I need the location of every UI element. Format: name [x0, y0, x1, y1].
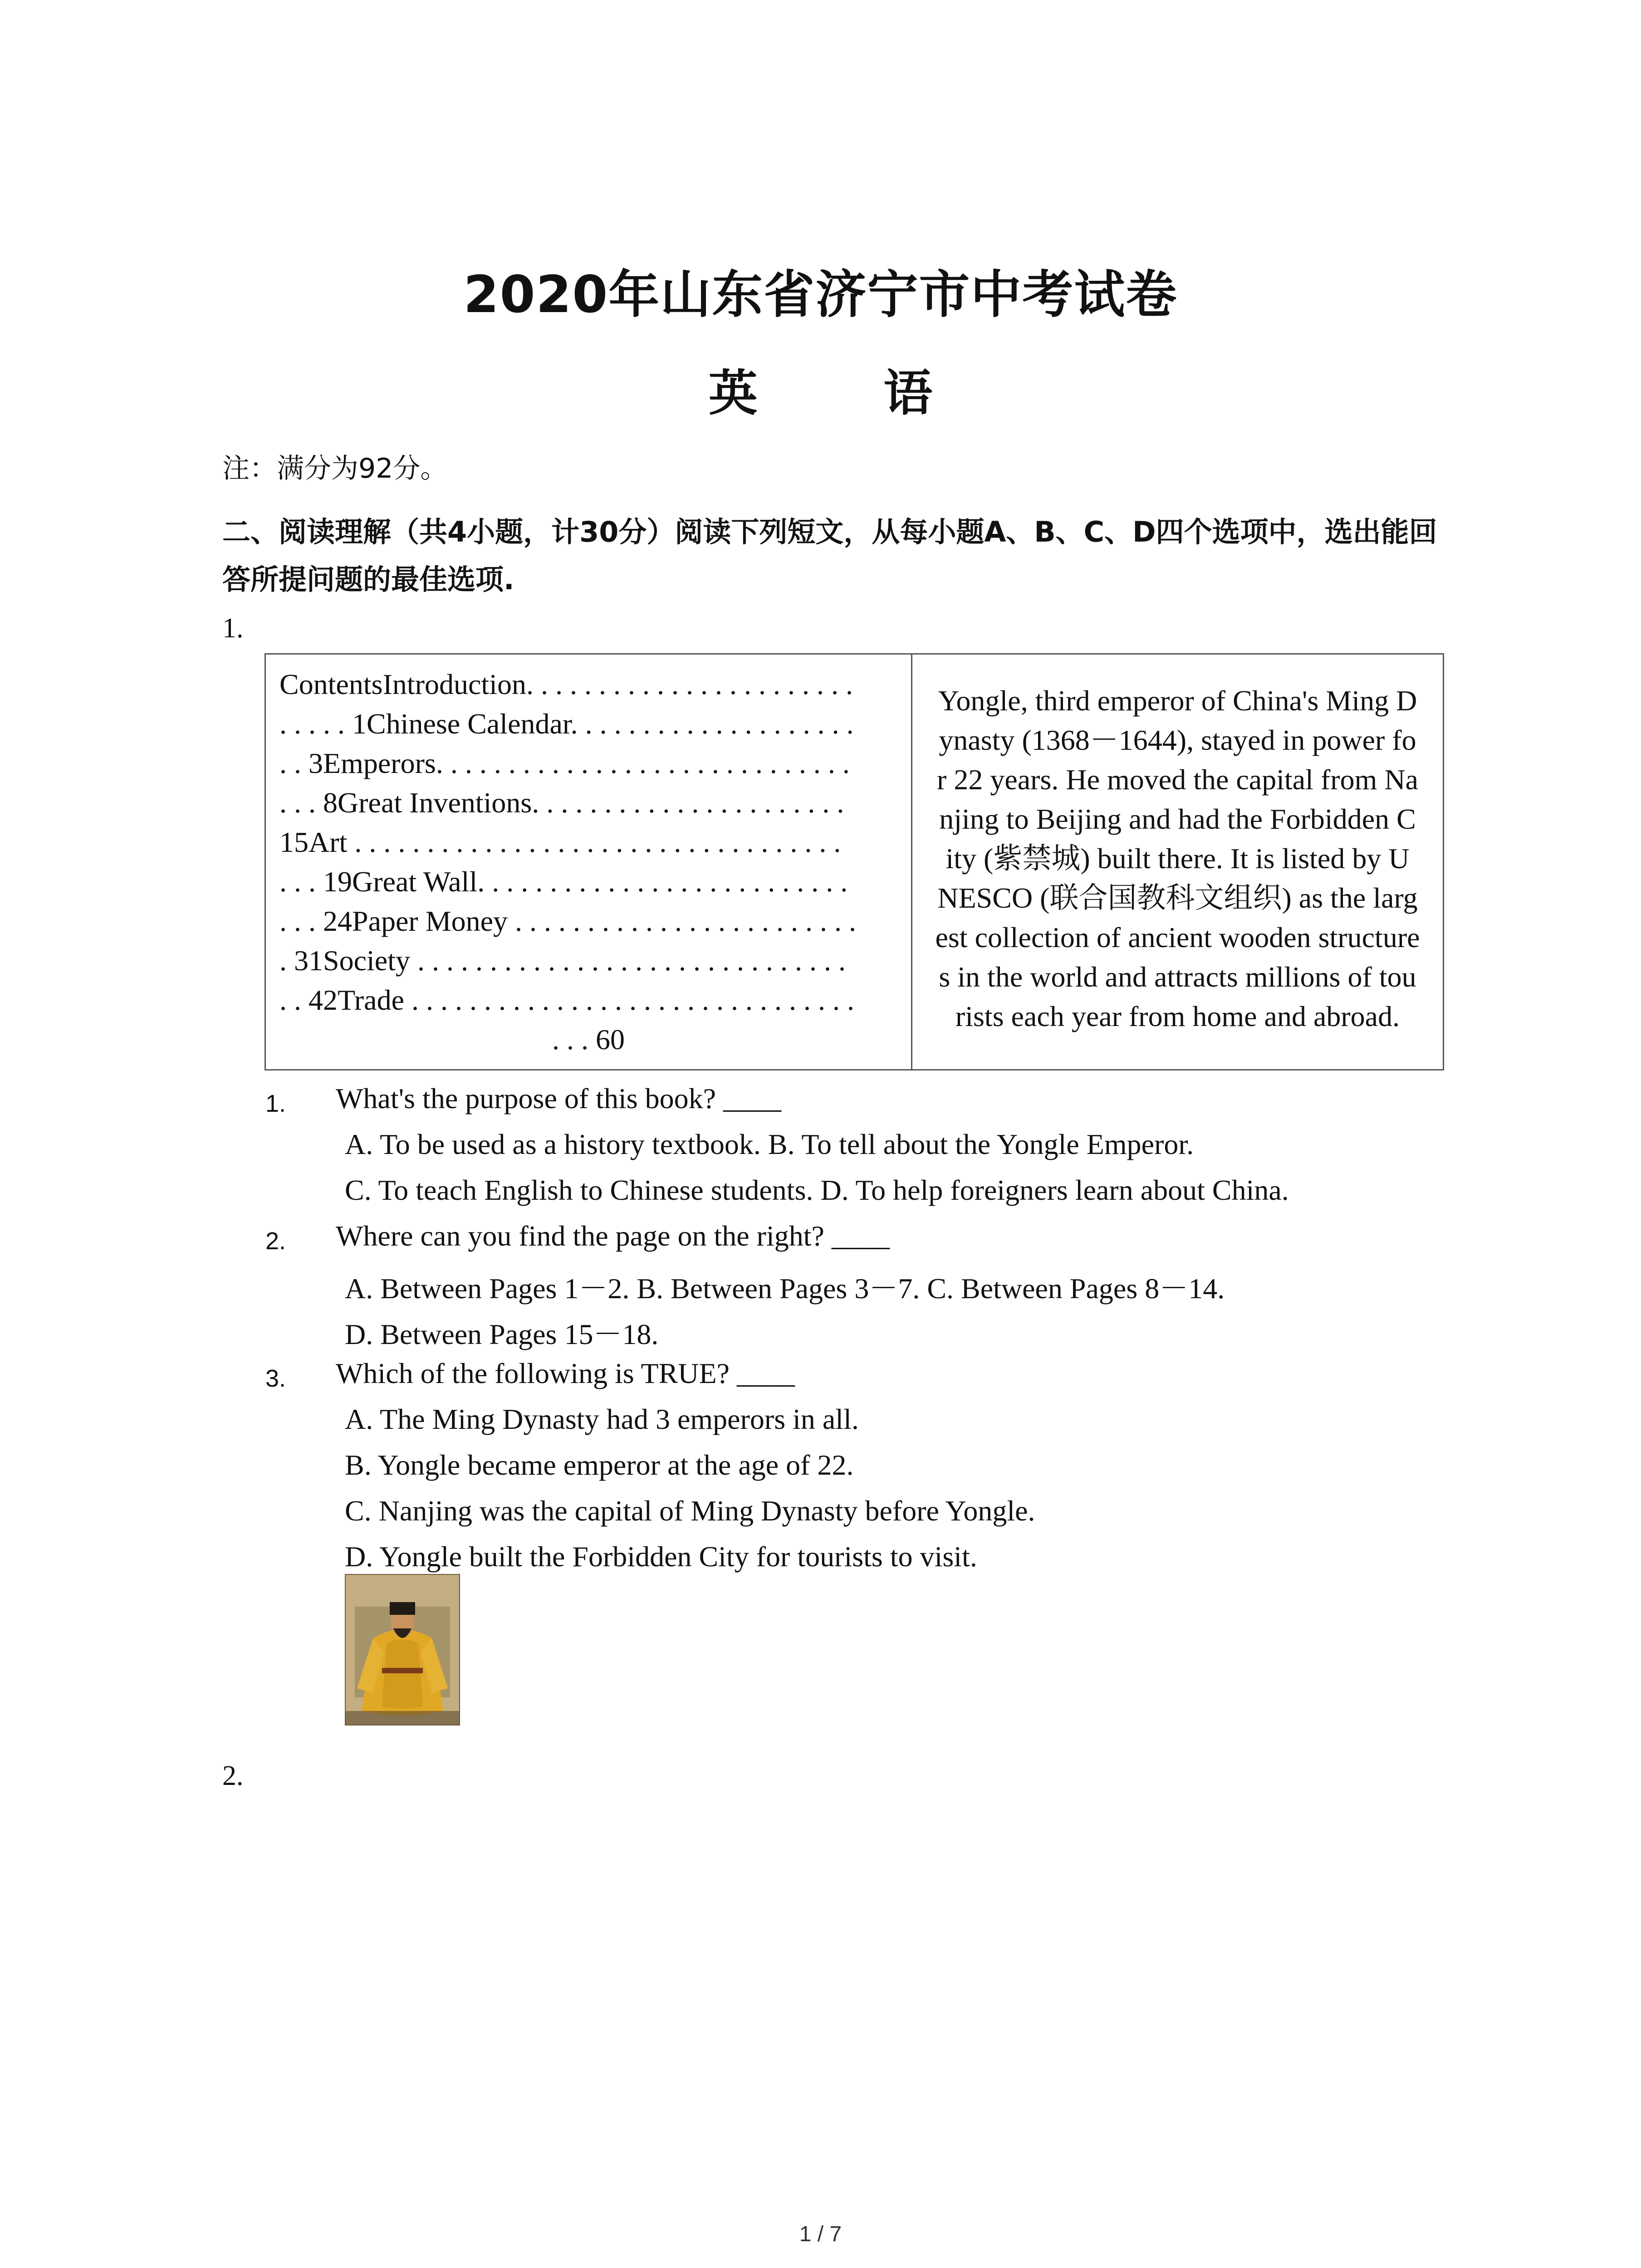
emperor-portrait-image: [345, 1574, 460, 1725]
page-number: 1 / 7: [799, 2222, 842, 2246]
question-3-text: Which of the following is TRUE? ____: [336, 1357, 795, 1389]
toc-line: . . . 60: [552, 1023, 625, 1056]
question-2-label: 2.: [265, 1227, 286, 1255]
passage-number: 1.: [222, 613, 244, 644]
toc-line: . . . . . 1Chinese Calendar. . . . . . . . . . . . . . . . . . . .: [279, 708, 854, 740]
passage-line: NESCO (联合国教科文组织) as the larg: [937, 882, 1418, 914]
toc-line: . . 42Trade . . . . . . . . . . . . . . . . . . . . . . . . . . . . . . .: [279, 984, 854, 1016]
question-1-text: What's the purpose of this book? ____: [336, 1082, 782, 1114]
passage-line: Yongle, third emperor of China's Ming D: [938, 684, 1417, 717]
next-question-number: 2.: [222, 1760, 244, 1791]
toc-line: . . . 24Paper Money . . . . . . . . . . . . . . . . . . . . . . . .: [279, 905, 857, 937]
toc-line: . . . 8Great Inventions. . . . . . . . . . . . . . . . . . . . . .: [279, 787, 844, 819]
question-2-options: A. Between Pages 1－2. B. Between Pages 3－7. C. Between Pages 8－14.: [345, 1272, 1225, 1305]
subject-title: 英 语: [708, 365, 987, 422]
question-2-text: Where can you find the page on the right? ____: [336, 1220, 890, 1252]
question-1-options: C. To teach English to Chinese students. D. To help foreigners learn about China.: [345, 1174, 1289, 1206]
passage-line: ynasty (1368－1644), stayed in power fo: [939, 724, 1416, 756]
passage-line: rists each year from home and abroad.: [955, 1000, 1400, 1032]
passage-line: est collection of ancient wooden structure: [935, 921, 1420, 953]
question-3-option-a: A. The Ming Dynasty had 3 emperors in all.: [345, 1403, 859, 1435]
passage-line: njing to Beijing and had the Forbidden C: [939, 803, 1416, 835]
toc-line: 15Art . . . . . . . . . . . . . . . . . . . . . . . . . . . . . . . . . .: [279, 826, 841, 858]
passage-line: r 22 years. He moved the capital from Na: [937, 763, 1418, 796]
toc-line: ContentsIntroduction. . . . . . . . . . . . . . . . . . . . . . .: [279, 668, 853, 700]
passage-line: ity (紫禁城) built there. It is listed by U: [945, 842, 1410, 875]
question-2-options: D. Between Pages 15－18.: [345, 1318, 659, 1350]
question-3-option-c: C. Nanjing was the capital of Ming Dynasty before Yongle.: [345, 1495, 1035, 1527]
question-1-label: 1.: [265, 1090, 286, 1117]
section-heading: 二、阅读理解（共4小题，计30分）阅读下列短文，从每小题A、B、C、D四个选项中，选出能回答所提问题的最佳选项.: [222, 515, 1437, 596]
question-3-option-b: B. Yongle became emperor at the age of 22.: [345, 1449, 854, 1481]
yongle-text-cell: [912, 655, 1443, 1069]
question-1-options: A. To be used as a history textbook. B. To tell about the Yongle Emperor.: [345, 1128, 1194, 1160]
toc-line: . . . 19Great Wall. . . . . . . . . . . . . . . . . . . . . . . . . .: [279, 865, 848, 898]
question-3-label: 3.: [265, 1365, 286, 1392]
passage-line: s in the world and attracts millions of tou: [939, 961, 1416, 993]
question-3-option-d: D. Yongle built the Forbidden City for tourists to visit.: [345, 1540, 977, 1573]
toc-line: . 31Society . . . . . . . . . . . . . . . . . . . . . . . . . . . . . .: [279, 944, 846, 977]
passage-table: [265, 653, 1444, 1070]
contents-cell: [266, 655, 912, 1069]
score-note: 注：满分为92分。: [222, 453, 448, 484]
toc-line: . . 3Emperors. . . . . . . . . . . . . . . . . . . . . . . . . . . . .: [279, 747, 850, 779]
page-title: 2020年山东省济宁市中考试卷: [463, 265, 1178, 324]
